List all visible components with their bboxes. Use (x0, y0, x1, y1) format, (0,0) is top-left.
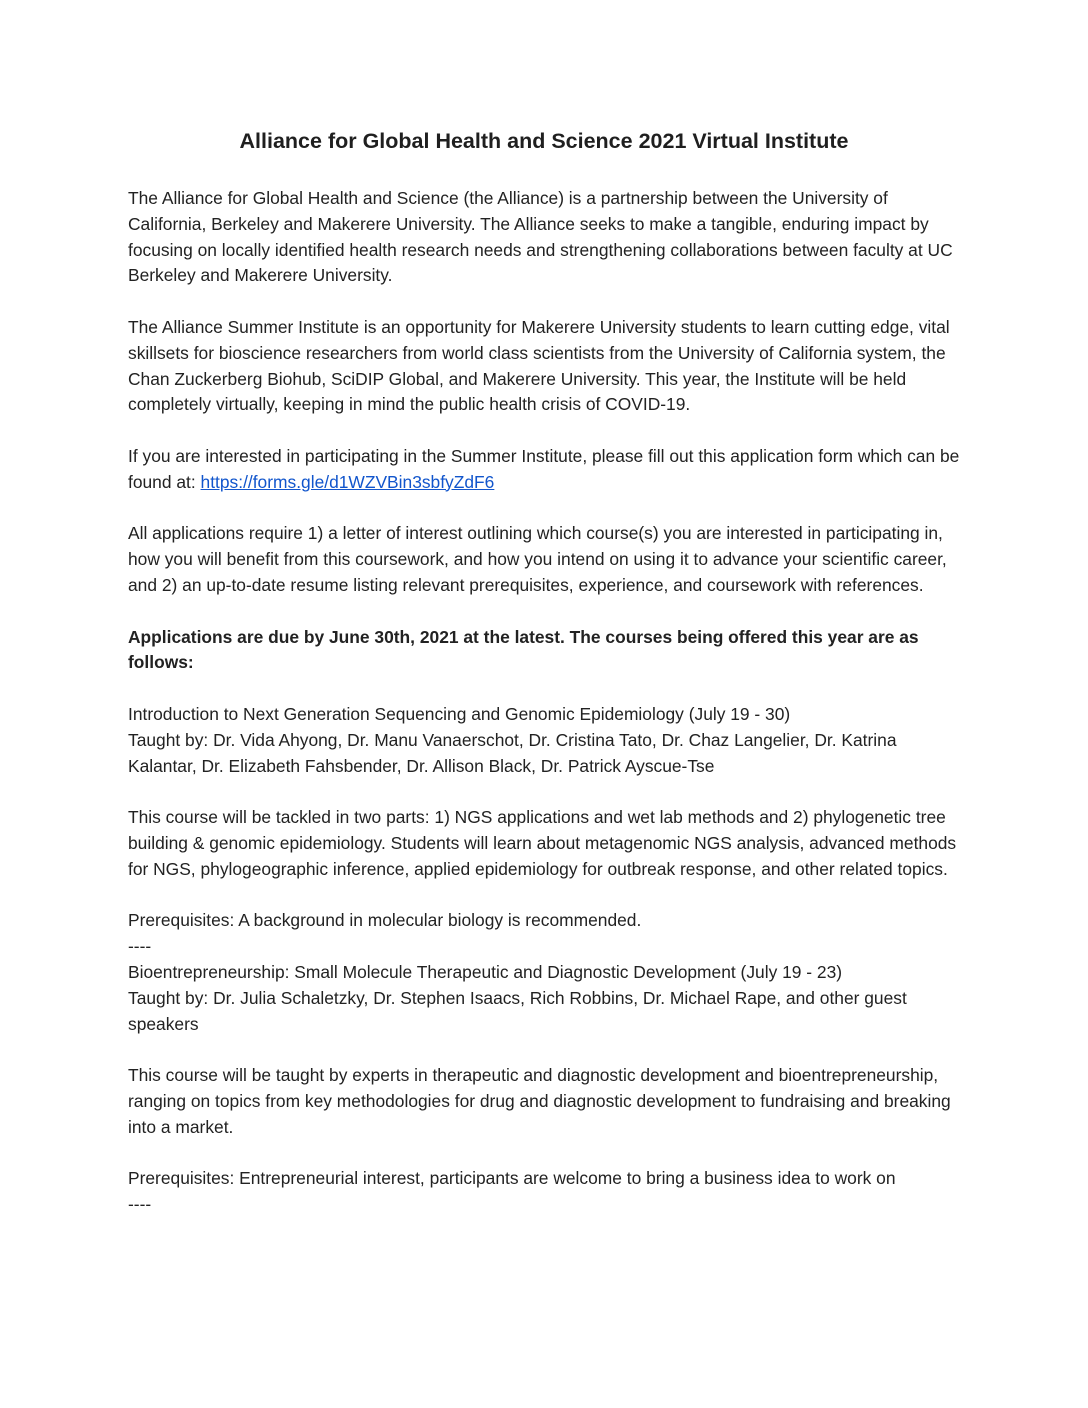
course-description: This course will be taught by experts in therapeutic and diagnostic development and bioentrepreneurship, ranging on topics from key methodologies for drug and diagnostic development to fundraising and breaking into a market. (128, 1065, 951, 1137)
document-body (128, 186, 968, 1218)
intro-paragraph: The Alliance for Global Health and Science (the Alliance) is a partnership between the University of California, Berkeley and Makerere University. The Alliance seeks to make a tangible, enduring impact by focusing on locally identified health research needs and strengthening collaborations between faculty at UC Berkeley and Makerere University. (128, 188, 953, 286)
section-separator: ---- (128, 936, 152, 957)
course-prerequisites: Prerequisites: Entrepreneurial interest, participants are welcome to bring a business idea to work on (128, 1168, 896, 1189)
course-instructors: Taught by: Dr. Julia Schaletzky, Dr. Stephen Isaacs, Rich Robbins, Dr. Michael Rape, and other guest speakers (128, 987, 907, 1034)
section-separator: ---- (128, 1194, 152, 1215)
requirements-paragraph: All applications require 1) a letter of interest outlining which course(s) you are interested in participating in, how you will benefit from this coursework, and how you intend on using it to advance your scientific career, and 2) an up-to-date resume listing relevant prerequisites, experience, and coursework with references. (128, 523, 947, 595)
course-prerequisites: Prerequisites: A background in molecular biology is recommended. (128, 910, 642, 931)
document-title: Alliance for Global Health and Science 2021 Virtual Institute (239, 129, 849, 153)
application-form-link[interactable]: https://forms.gle/d1WZVBin3sbfyZdF6 (200, 471, 495, 492)
course-block (128, 960, 968, 1037)
course-title: Introduction to Next Generation Sequencing and Genomic Epidemiology (July 19 - 30) (128, 703, 791, 724)
institute-paragraph: The Alliance Summer Institute is an opportunity for Makerere University students to learn cutting edge, vital skillsets for bioscience researchers from world class scientists from the University of California system, the Chan Zuckerberg Biohub, SciDIP Global, and Makerere University. This year, the Institute will be held completely virtually, keeping in mind the public health crisis of COVID-19. (128, 316, 950, 415)
course-instructors: Taught by: Dr. Vida Ahyong, Dr. Manu Vanaerschot, Dr. Cristina Tato, Dr. Chaz Langelier, Dr. Katrina Kalantar, Dr. Elizabeth Fahsbender, Dr. Allison Black, Dr. Patrick Ayscue-Tse (128, 729, 897, 776)
deadline-paragraph: Applications are due by June 30th, 2021 at the latest. The courses being offered this year are as follows: (128, 626, 919, 673)
course-title: Bioentrepreneurship: Small Molecule Therapeutic and Diagnostic Development (July 19 - 23) (128, 961, 843, 982)
application-text: If you are interested in participating in the Summer Institute, please fill out this application form which can be found at: (128, 445, 960, 492)
application-paragraph (128, 444, 968, 496)
course-description: This course will be tackled in two parts: 1) NGS applications and wet lab methods and 2) phylogenetic tree building & genomic epidemiology. Students will learn about metagenomic NGS analysis, advanced methods for NGS, phylogeographic inference, applied epidemiology for outbreak response, and other related topics. (128, 807, 957, 879)
course-block (128, 702, 968, 779)
